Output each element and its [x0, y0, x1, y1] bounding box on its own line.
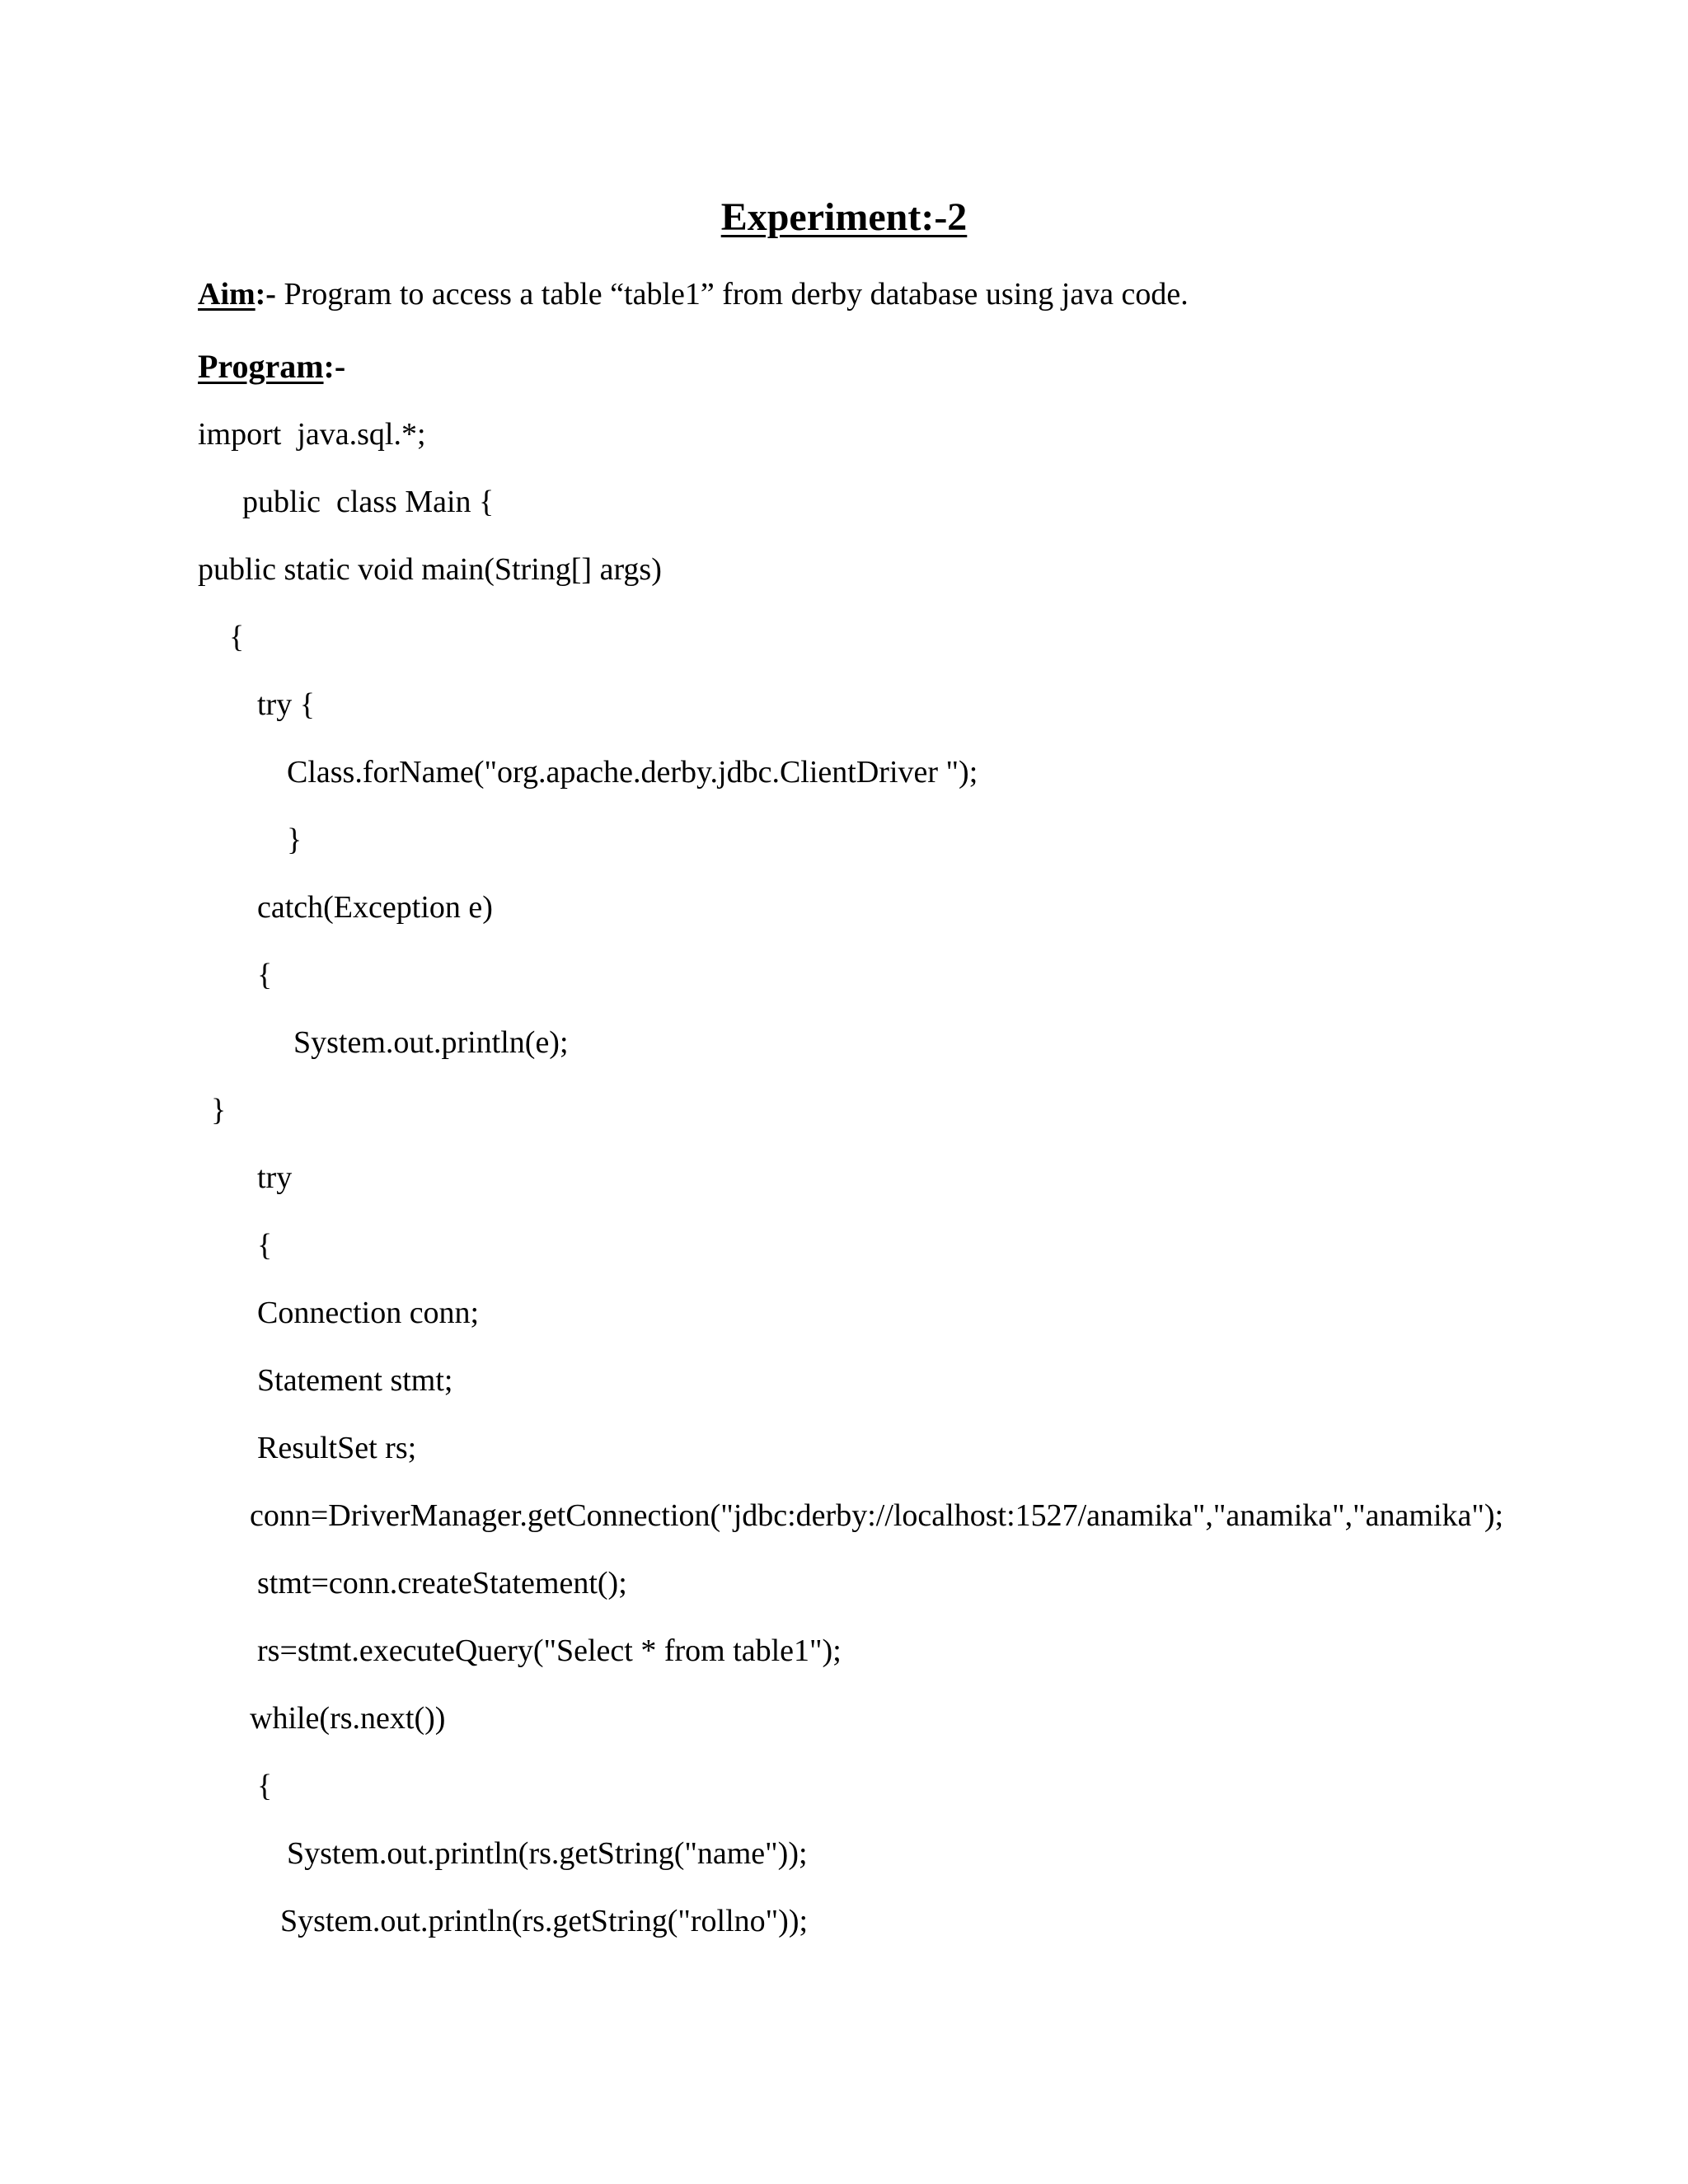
aim-text: Program to access a table “table1” from derby database using java code.: [275, 277, 1189, 312]
aim-separator: :-: [255, 277, 276, 312]
code-line: {: [257, 958, 273, 992]
program-label-text: Program: [198, 348, 324, 385]
code-line: public class Main {: [242, 485, 495, 519]
code-line: while(rs.next()): [250, 1701, 446, 1736]
code-line: System.out.println(e);: [293, 1025, 569, 1060]
code-line: }: [287, 823, 302, 857]
code-line: {: [257, 1228, 273, 1263]
code-line: {: [229, 620, 245, 654]
code-line: public static void main(String[] args): [198, 552, 662, 587]
code-line: import java.sql.*;: [198, 417, 426, 452]
code-line: ResultSet rs;: [257, 1431, 417, 1465]
code-line: rs=stmt.executeQuery("Select * from table1");: [257, 1633, 842, 1668]
code-line: conn=DriverManager.getConnection("jdbc:derby://localhost:1527/anamika","anamika","anamika");: [250, 1498, 1504, 1533]
aim-label-text: Aim: [198, 277, 256, 312]
program-label: [198, 348, 345, 385]
code-line: Connection conn;: [257, 1296, 480, 1330]
aim-label: [198, 277, 276, 312]
code-line: Class.forName("org.apache.derby.jdbc.ClientDriver ");: [287, 755, 978, 790]
code-line: stmt=conn.createStatement();: [257, 1566, 627, 1601]
code-line: catch(Exception e): [257, 890, 493, 925]
code-line: }: [211, 1093, 227, 1127]
code-line: System.out.println(rs.getString("rollno"));: [280, 1904, 809, 1938]
title-text: Experiment:-2: [720, 195, 968, 239]
page-title: [0, 193, 1688, 242]
program-heading: [198, 346, 345, 387]
code-line: Statement stmt;: [257, 1363, 453, 1398]
code-line: System.out.println(rs.getString("name"));: [287, 1836, 808, 1871]
code-line: try: [257, 1160, 293, 1195]
aim-line: [198, 274, 1189, 315]
code-line: {: [257, 1769, 273, 1803]
code-line: try {: [257, 687, 315, 722]
program-separator: :-: [323, 348, 346, 385]
